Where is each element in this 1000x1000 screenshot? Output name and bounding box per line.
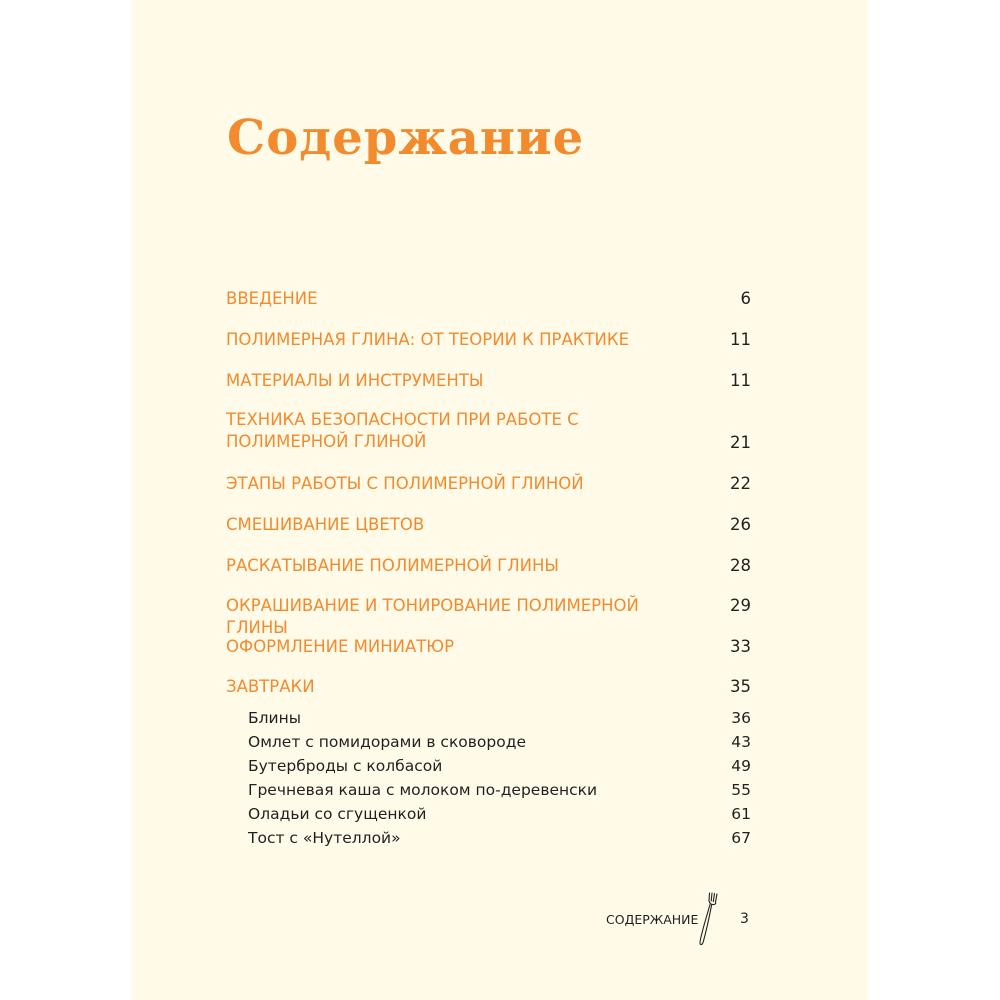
toc-subentry-page: 61 xyxy=(731,805,751,823)
toc-subentry-title: Оладьи со сгущенкой xyxy=(248,805,427,823)
toc-entry-page: 33 xyxy=(730,637,751,656)
toc-subentry-title: Гречневая каша с молоком по-деревенски xyxy=(248,781,598,799)
toc-entry-title: ЭТАПЫ РАБОТЫ С ПОЛИМЕРНОЙ ГЛИНОЙ xyxy=(226,474,584,493)
toc-entry-page: 26 xyxy=(730,515,751,534)
toc-entry-page: 28 xyxy=(730,556,751,575)
toc-subentry-page: 36 xyxy=(731,709,751,727)
toc-subentry-title: Омлет с помидорами в сковороде xyxy=(248,733,526,751)
toc-entry-title: ОКРАШИВАНИЕ И ТОНИРОВАНИЕ ПОЛИМЕРНОЙ ГЛИНЫ xyxy=(226,596,639,637)
toc-entry-page: 11 xyxy=(730,330,751,349)
toc-subentry-title: Блины xyxy=(248,709,301,727)
toc-entry-page: 29 xyxy=(730,596,751,615)
page-number: 3 xyxy=(740,911,749,927)
toc-entry-page: 35 xyxy=(730,677,751,696)
running-footer-section: СОДЕРЖАНИЕ xyxy=(606,912,699,927)
toc-subentry-page: 67 xyxy=(731,829,751,847)
toc-entry-title: МАТЕРИАЛЫ И ИНСТРУМЕНТЫ xyxy=(226,371,484,390)
toc-subentry-title: Бутерброды с колбасой xyxy=(248,757,443,775)
book-page xyxy=(131,0,868,1000)
toc-entry-title: ОФОРМЛЕНИЕ МИНИАТЮР xyxy=(226,637,455,656)
toc-entry-page: 22 xyxy=(730,474,751,493)
toc-subentry-title: Тост с «Нутеллой» xyxy=(248,829,401,847)
toc-subentry-page: 55 xyxy=(731,781,751,799)
fork-icon xyxy=(697,892,719,948)
toc-subentry-page: 43 xyxy=(731,733,751,751)
toc-subentry-page: 49 xyxy=(731,757,751,775)
toc-entry-page: 11 xyxy=(730,371,751,390)
toc-entry-page: 6 xyxy=(740,289,751,308)
toc-entry-title: РАСКАТЫВАНИЕ ПОЛИМЕРНОЙ ГЛИНЫ xyxy=(226,556,559,575)
toc-entry-title: СМЕШИВАНИЕ ЦВЕТОВ xyxy=(226,515,425,534)
toc-entry-title: ТЕХНИКА БЕЗОПАСНОСТИ ПРИ РАБОТЕ С ПОЛИМЕРНОЙ ГЛИНОЙ xyxy=(226,410,579,451)
toc-entry-page: 21 xyxy=(730,433,751,452)
toc-entry-title: ЗАВТРАКИ xyxy=(226,677,315,696)
toc-entry-title: ПОЛИМЕРНАЯ ГЛИНА: ОТ ТЕОРИИ К ПРАКТИКЕ xyxy=(226,330,630,349)
toc-entry-title: ВВЕДЕНИЕ xyxy=(226,289,318,308)
page-title: Содержание xyxy=(227,110,585,166)
